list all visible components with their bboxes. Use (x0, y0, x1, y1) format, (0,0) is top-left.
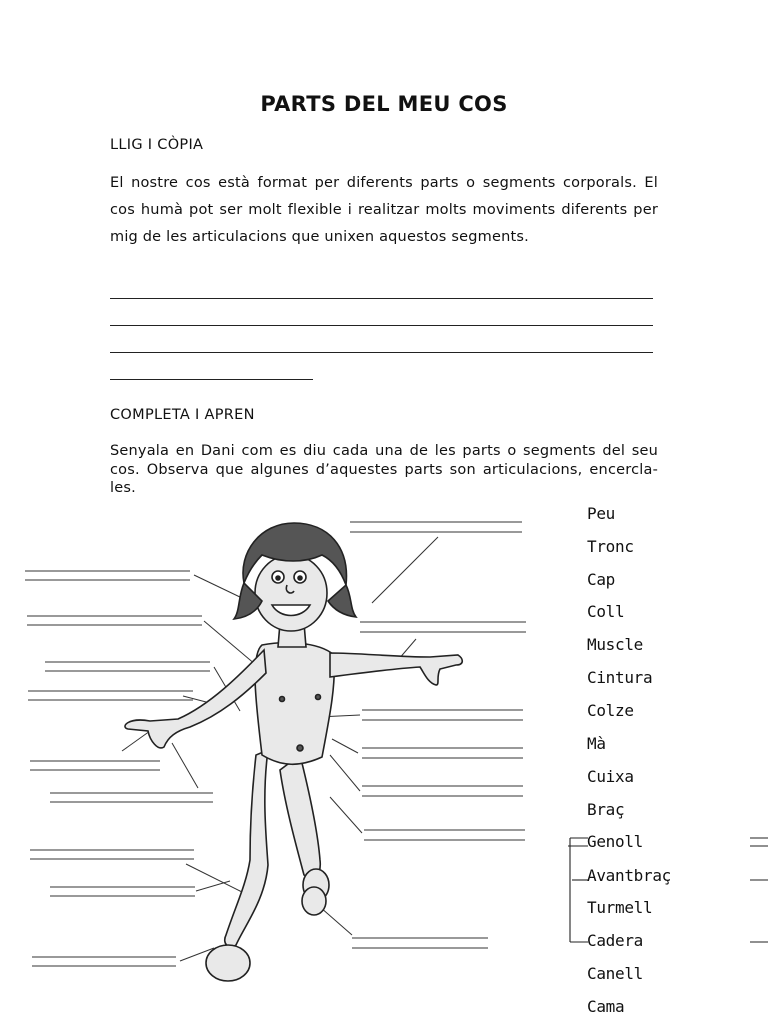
word-item: Genoll (587, 832, 643, 851)
word-item: Mà (587, 734, 606, 753)
word-item: Cama (587, 997, 625, 1016)
word-item: Braç (587, 800, 625, 819)
child-body-illustration (125, 523, 462, 981)
word-item: Cintura (587, 668, 653, 687)
reading-paragraph: El nostre cos està format per diferents parts o segments corporals. El cos humà pot ser molt flexible i realitzar molts moviments diferents per mig de les articulacions que unixen aquestos segments. (110, 175, 658, 245)
copy-writing-line-2[interactable] (110, 325, 653, 326)
copy-writing-line-1[interactable] (110, 298, 653, 299)
section-heading-completa-i-apren: COMPLETA I APREN (110, 407, 255, 423)
word-item: Canell (587, 964, 643, 983)
word-item: Tronc (587, 537, 634, 556)
label-lines-left[interactable] (25, 571, 213, 966)
word-item: Cadera (587, 931, 643, 950)
word-item: Turmell (587, 898, 653, 917)
copy-writing-line-3[interactable] (110, 352, 653, 353)
instruction-paragraph: Senyala en Dani com es diu cada una de les parts o segments del seu cos. Observa que algunes d’aquestes parts son articulacions, encercla-les. (110, 443, 658, 496)
section-heading-llig-i-copia: LLIG I CÒPIA (110, 137, 204, 153)
word-item: Cuixa (587, 767, 634, 786)
word-item: Cap (587, 570, 615, 589)
body-figure-diagram (0, 505, 540, 985)
bracket-lines (560, 830, 768, 950)
word-item: Muscle (587, 635, 643, 654)
word-item: Colze (587, 701, 634, 720)
label-lines-right[interactable] (350, 522, 526, 948)
word-item: Peu (587, 504, 615, 523)
word-item: Avantbraç (587, 866, 671, 885)
word-item: Coll (587, 602, 625, 621)
copy-writing-line-4[interactable] (110, 379, 313, 380)
page-title: PARTS DEL MEU COS (260, 92, 508, 116)
